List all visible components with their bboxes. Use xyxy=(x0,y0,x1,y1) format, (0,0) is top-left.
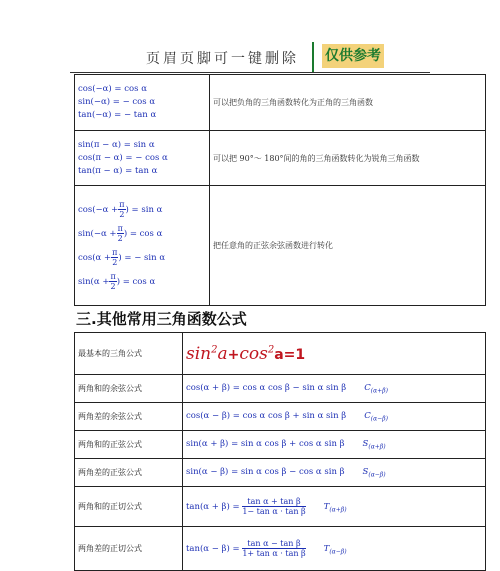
formula-line: cos(π − α) = − cos α xyxy=(78,152,168,163)
formula-cell: tan(α + β) = $\frac{\text{tan α + tan β}}{\text{1− tan α · tan β}}$ $T_{(\alpha+\beta)}$ xyxy=(183,487,486,527)
header-title: 页眉页脚可一键删除 xyxy=(146,51,299,67)
formula-line: cos(−α) = cos α xyxy=(78,84,147,94)
table-row xyxy=(75,403,486,431)
formula-label: 两角差的余弦公式 xyxy=(75,403,183,431)
formula-label: 最基本的三角公式 xyxy=(75,333,183,375)
formula-cell xyxy=(183,333,486,375)
formula-cell: cos(α + β) = cos α cos β − sin α sin β $C_{(\alpha+\beta)}$ xyxy=(183,375,486,403)
description-cell: 把任意角的正弦余弦函数进行转化 xyxy=(210,186,486,306)
table-row xyxy=(75,459,486,487)
table-row xyxy=(75,75,486,131)
pythagorean-identity: $\sin^2a+\cos^2a=1$ xyxy=(186,343,306,364)
page-header xyxy=(0,0,500,74)
formula-label: 两角和的正弦公式 xyxy=(75,431,183,459)
section-title: 三.其他常用三角函数公式 xyxy=(76,310,247,328)
table-row xyxy=(75,527,486,571)
header-rule xyxy=(70,72,430,73)
table-row xyxy=(75,487,486,527)
formula-cell: sin(α − β) = sin α cos β − cos α sin β $S_{(\alpha-\beta)}$ xyxy=(183,459,486,487)
description-cell: 可以把负角的三角函数转化为正角的三角函数 xyxy=(210,75,486,131)
formula-line: tan(−α) = − tan α xyxy=(78,110,157,120)
formula-line: sin(α + $\frac{\pi}{2}$ ) = cos α xyxy=(78,272,156,291)
description-cell: 可以把 90°～ 180°间的角的三角函数转化为锐角三角函数 xyxy=(210,131,486,186)
formula-line: sin(−α + $\frac{\pi}{2}$ ) = cos α xyxy=(78,224,163,243)
table-row xyxy=(75,375,486,403)
formula-label: 两角和的余弦公式 xyxy=(75,375,183,403)
table-row xyxy=(75,186,486,306)
formula-line: tan(π − α) = tan α xyxy=(78,165,158,176)
formula-line: sin(−α) = − cos α xyxy=(78,97,156,107)
formula-label: 两角差的正切公式 xyxy=(75,527,183,571)
table-row xyxy=(75,431,486,459)
formula-line: cos(α + $\frac{\pi}{2}$ ) = − sin α xyxy=(78,248,166,267)
header-tag: 仅供参考 xyxy=(322,44,384,68)
formula-cell: tan(α − β) = $\frac{\text{tan α − tan β}}{\text{1+ tan α · tan β}}$ $T_{(\alpha-\beta)}$ xyxy=(183,527,486,571)
formula-line: sin(π − α) = sin α xyxy=(78,139,155,150)
formula-line: cos(−α + $\frac{\pi}{2}$ ) = sin α xyxy=(78,200,163,219)
trig-formula-table xyxy=(74,332,486,571)
formula-cell xyxy=(75,186,210,306)
induction-formula-table xyxy=(74,74,486,306)
table-row xyxy=(75,131,486,186)
table-row xyxy=(75,333,486,375)
formula-label: 两角和的正切公式 xyxy=(75,487,183,527)
formula-cell xyxy=(75,75,210,131)
formula-cell: cos(α − β) = cos α cos β + sin α sin β $C_{(\alpha-\beta)}$ xyxy=(183,403,486,431)
formula-label: 两角差的正弦公式 xyxy=(75,459,183,487)
formula-cell: sin(α + β) = sin α cos β + cos α sin β $S_{(\alpha+\beta)}$ xyxy=(183,431,486,459)
formula-cell xyxy=(75,131,210,186)
header-divider xyxy=(312,42,314,72)
